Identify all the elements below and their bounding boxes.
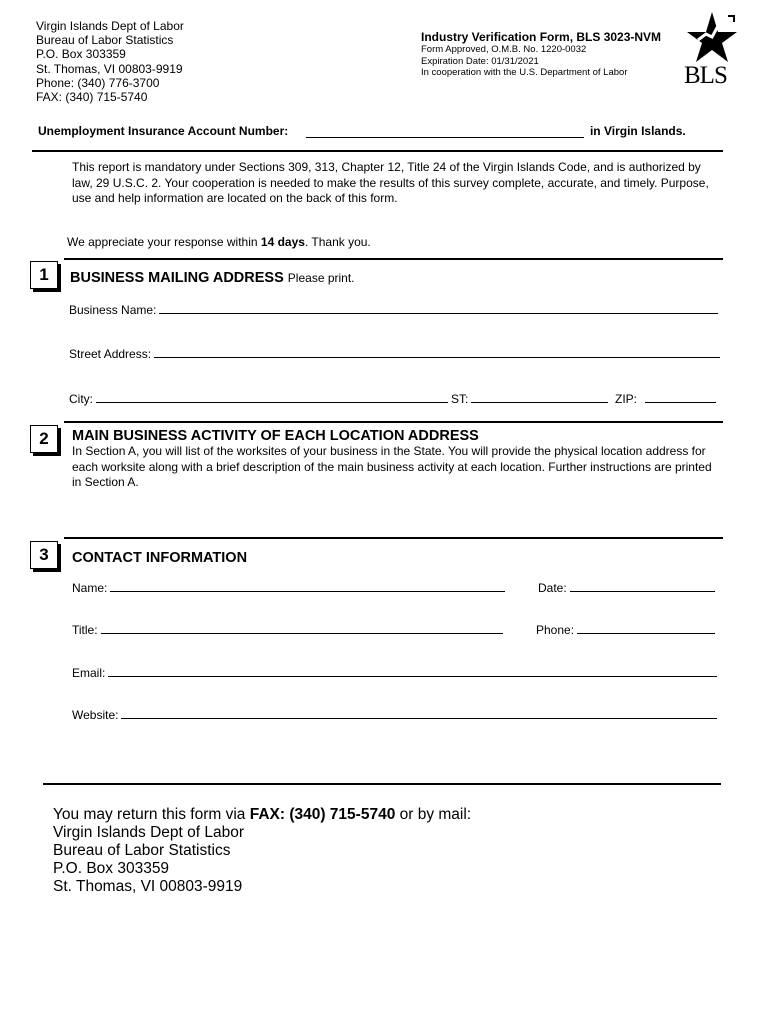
city-field [69,392,448,406]
section-3-title: CONTACT INFORMATION [72,550,248,566]
section-1-title: BUSINESS MAILING ADDRESS Please print. [70,270,355,286]
website-input[interactable] [121,717,717,719]
form-title: Industry Verification Form, BLS 3023-NVM [421,30,662,44]
ui-account-label: Unemployment Insurance Account Number: [38,124,289,138]
state-field [451,392,608,406]
ui-account-suffix: in Virgin Islands. [589,124,686,138]
agency-address [36,19,184,104]
agency-phone: Phone: (340) 776-3700 [36,75,160,90]
return-method: You may return this form via FAX: (340) 715-5740 or by mail: [53,806,472,823]
zip-label: ZIP: [615,392,638,406]
section-1-divider [64,258,723,260]
contact-name-input[interactable] [110,590,505,592]
state-label: ST: [451,392,469,406]
website-label: Website: [72,708,119,722]
form-header [421,30,661,79]
form-cooperation: In cooperation with the U.S. Department of Labor [421,67,628,78]
street-address-label: Street Address: [69,347,152,361]
state-input[interactable] [471,401,608,403]
phone-label: Phone: [536,623,575,637]
section-1-note: Please print. [287,271,355,285]
return-po-box: P.O. Box 303359 [53,860,170,877]
return-fax: FAX: (340) 715-5740 [249,806,396,823]
street-address-field [69,347,720,361]
business-name-label: Business Name: [69,303,157,317]
contact-title-field [72,623,503,637]
contact-title-input[interactable] [101,632,503,634]
contact-title-label: Title: [72,623,98,637]
form-expiration: Expiration Date: 01/31/2021 [421,55,539,67]
bls-logo-text: BLS [684,62,727,89]
return-bureau: Bureau of Labor Statistics [53,842,231,859]
email-input[interactable] [108,675,717,677]
street-address-input[interactable] [154,356,720,358]
business-name-field [69,303,718,317]
date-input[interactable] [570,590,715,592]
date-label: Date: [538,581,567,595]
section-3-divider [64,537,723,539]
section-2-title: MAIN BUSINESS ACTIVITY OF EACH LOCATION ADDRESS [72,428,479,444]
zip-input[interactable] [645,401,716,403]
mandatory-notice: This report is mandatory under Sections 309, 313, Chapter 12, Title 24 of the Virgin Islands Code, and is authorized by law, 29 U.S.C. 2. Your cooperation is needed to make the results of this survey complete, accurate, and timely. Purpose, use and help information are located on the back of this form. [72,160,709,205]
section-2-divider [64,421,723,423]
phone-field [536,623,715,637]
agency-po-box: P.O. Box 303359 [36,47,126,62]
section-2-number: 2 [30,425,58,453]
zip-field [615,392,716,406]
agency-bureau: Bureau of Labor Statistics [36,33,174,48]
form-approved: Form Approved, O.M.B. No. 1220-0032 [421,44,587,55]
agency-fax: FAX: (340) 715-5740 [36,90,148,105]
response-days: 14 days [260,235,305,249]
phone-input[interactable] [577,632,715,634]
agency-name: Virgin Islands Dept of Labor [36,19,184,33]
section-1-number: 1 [30,261,58,289]
city-input[interactable] [96,401,448,403]
city-label: City: [69,392,93,406]
bls-logo [682,10,738,89]
agency-city: St. Thomas, VI 00803-9919 [36,61,183,76]
return-agency: Virgin Islands Dept of Labor [53,824,244,841]
email-label: Email: [72,666,106,680]
return-instructions [53,806,471,896]
return-city: St. Thomas, VI 00803-9919 [53,878,243,895]
website-field [72,708,717,722]
contact-name-field [72,581,505,595]
business-name-input[interactable] [159,312,718,314]
contact-name-label: Name: [72,581,108,595]
header-divider [32,150,723,152]
section-2-instructions: In Section A, you will list of the worksites of your business in the State. You will provide the physical location address for each worksite along with a brief description of the main business activity at each location. Further instructions are printed in Section A. [72,444,712,489]
response-request: We appreciate your response within 14 days. Thank you. [67,235,371,249]
section-3-number: 3 [30,541,58,569]
bls-star-icon [682,10,738,66]
date-field [538,581,715,595]
email-field [72,666,717,680]
footer-divider [43,783,721,785]
ui-account-line [38,123,686,138]
ui-account-input[interactable] [306,123,584,138]
